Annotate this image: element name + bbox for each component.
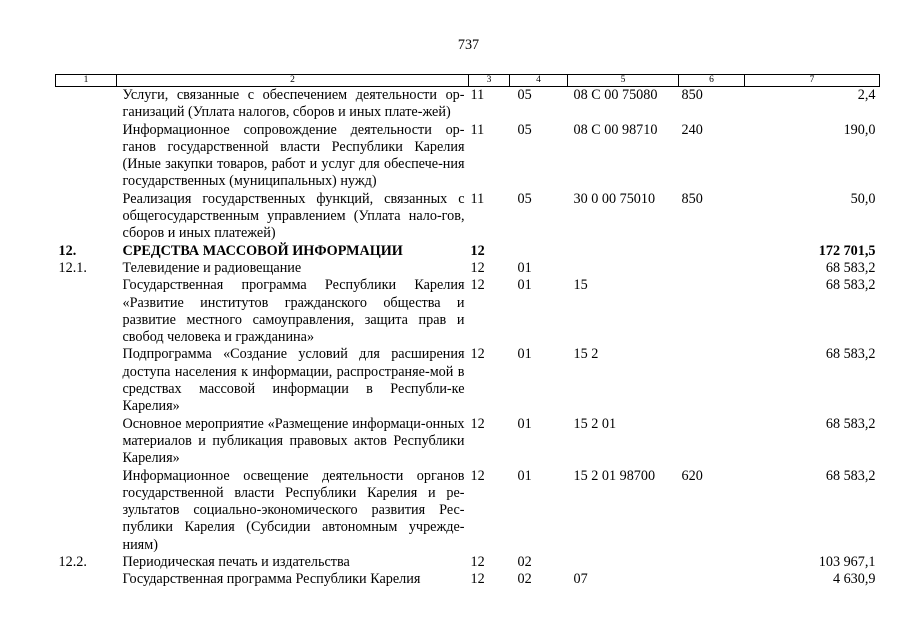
row-target-code: 08 С 00 75080 (573, 87, 658, 103)
header-col-7: 7 (745, 75, 880, 87)
table-row (56, 87, 880, 122)
row-amount: 68 583,2 (825, 346, 876, 363)
row-amount: 50,0 (850, 190, 876, 207)
row-amount: 68 583,2 (825, 415, 876, 432)
row-expense-type (679, 416, 745, 468)
row-number (56, 346, 117, 415)
row-amount: 68 583,2 (825, 259, 876, 276)
row-subsection: 05 (517, 121, 532, 138)
row-section: 12 (470, 242, 485, 259)
row-section: 12 (470, 415, 485, 432)
row-amount: 190,0 (843, 121, 876, 138)
header-col-6: 6 (679, 75, 745, 87)
row-amount: 68 583,2 (825, 467, 876, 484)
row-name: Реализация государственных функций, связанных с общегосударственным управлением (Уплата нало-гов, сборов и иных платежей) (122, 190, 465, 242)
table-row (56, 468, 880, 554)
table-row (56, 571, 880, 588)
row-subsection: 01 (517, 277, 532, 294)
row-expense-type (679, 243, 745, 260)
row-number (56, 122, 117, 191)
row-name: Информационное освещение деятельности органов государственной власти Республики Карелия и ре-зультатов социально-экономического развития Рес-публики Карелия (Субсидии автономным учрежде-ниям) (122, 467, 465, 553)
row-expense-type (679, 260, 745, 277)
row-section: 11 (470, 121, 485, 138)
row-name: Основное мероприятие «Размещение информаци-онных материалов и публикация правовых актов Республики Карелия» (122, 415, 465, 467)
row-target-code (568, 243, 679, 260)
row-number: 12.1. (58, 259, 87, 276)
row-section: 11 (470, 190, 485, 207)
row-number (56, 571, 117, 588)
row-target-code (568, 554, 679, 571)
row-subsection: 01 (517, 415, 532, 432)
table-row (56, 554, 880, 571)
row-amount: 172 701,5 (818, 242, 876, 259)
table-row (56, 416, 880, 468)
row-expense-type: 850 (681, 87, 703, 103)
row-expense-type: 240 (681, 121, 703, 138)
header-col-1: 1 (56, 75, 117, 87)
row-name: СРЕДСТВА МАССОВОЙ ИНФОРМАЦИИ (122, 242, 403, 259)
row-target-code: 15 2 (573, 346, 599, 363)
row-target-code: 15 (573, 277, 588, 294)
row-section: 12 (470, 346, 485, 363)
row-number (56, 468, 117, 554)
row-name: Услуги, связанные с обеспечением деятельности ор-ганизаций (Уплата налогов, сборов и иных плате-жей) (122, 87, 465, 121)
row-number: 12.2. (58, 554, 87, 571)
table-body (56, 87, 880, 589)
row-subsection: 02 (517, 554, 532, 571)
row-number (56, 277, 117, 346)
row-amount: 4 630,9 (832, 571, 876, 588)
row-section: 12 (470, 467, 485, 484)
row-name: Государственная программа Республики Карелия «Развитие институтов гражданского общества и развитие местного самоуправления, защита прав и свобод человека и гражданина» (122, 277, 465, 346)
header-col-3: 3 (469, 75, 510, 87)
row-target-code: 15 2 01 98700 (573, 467, 656, 484)
row-expense-type (679, 571, 745, 588)
row-target-code: 30 0 00 75010 (573, 190, 656, 207)
row-number (56, 191, 117, 243)
table-row (56, 277, 880, 346)
row-expense-type: 620 (681, 467, 703, 484)
row-subsection: 01 (517, 259, 532, 276)
row-section: 12 (470, 554, 485, 571)
row-target-code: 08 С 00 98710 (573, 121, 658, 138)
row-subsection: 05 (517, 87, 532, 103)
row-target-code: 07 (573, 571, 588, 588)
row-expense-type (679, 346, 745, 415)
row-expense-type (679, 277, 745, 346)
row-name: Периодическая печать и издательства (122, 554, 350, 571)
table-row (56, 191, 880, 243)
row-name: Телевидение и радиовещание (122, 259, 302, 276)
header-col-4: 4 (510, 75, 568, 87)
row-section: 12 (470, 277, 485, 294)
row-number: 12. (58, 242, 77, 259)
row-section: 12 (470, 259, 485, 276)
row-number (56, 87, 117, 122)
header-col-5: 5 (568, 75, 679, 87)
budget-table (55, 74, 880, 589)
row-subsection (510, 243, 568, 260)
row-expense-type: 850 (681, 190, 703, 207)
header-row (56, 75, 880, 87)
page-number: 737 (457, 37, 480, 53)
table-row (56, 346, 880, 415)
table-header (56, 75, 880, 87)
row-number (56, 416, 117, 468)
row-subsection: 02 (517, 571, 532, 588)
row-target-code (568, 260, 679, 277)
table-row (56, 122, 880, 191)
row-subsection: 01 (517, 467, 532, 484)
row-amount: 68 583,2 (825, 277, 876, 294)
header-col-2: 2 (117, 75, 469, 87)
table-row (56, 260, 880, 277)
row-name: Информационное сопровождение деятельности ор-ганов государственной власти Республики Карелия (Иные закупки товаров, работ и услуг для обеспече-ния государственных (муниципальных) нужд) (122, 121, 465, 190)
row-expense-type (679, 554, 745, 571)
row-name: Государственная программа Республики Карелия (122, 571, 421, 588)
row-subsection: 01 (517, 346, 532, 363)
row-amount: 103 967,1 (818, 554, 876, 571)
row-amount: 2,4 (857, 87, 876, 103)
table-row (56, 243, 880, 260)
row-target-code: 15 2 01 (573, 415, 617, 432)
row-section: 12 (470, 571, 485, 588)
row-name: Подпрограмма «Создание условий для расширения доступа населения к информации, распространяе-мой в средствах массовой информации в Республи-ке Карелия» (122, 346, 465, 415)
row-subsection: 05 (517, 190, 532, 207)
row-section: 11 (470, 87, 485, 103)
